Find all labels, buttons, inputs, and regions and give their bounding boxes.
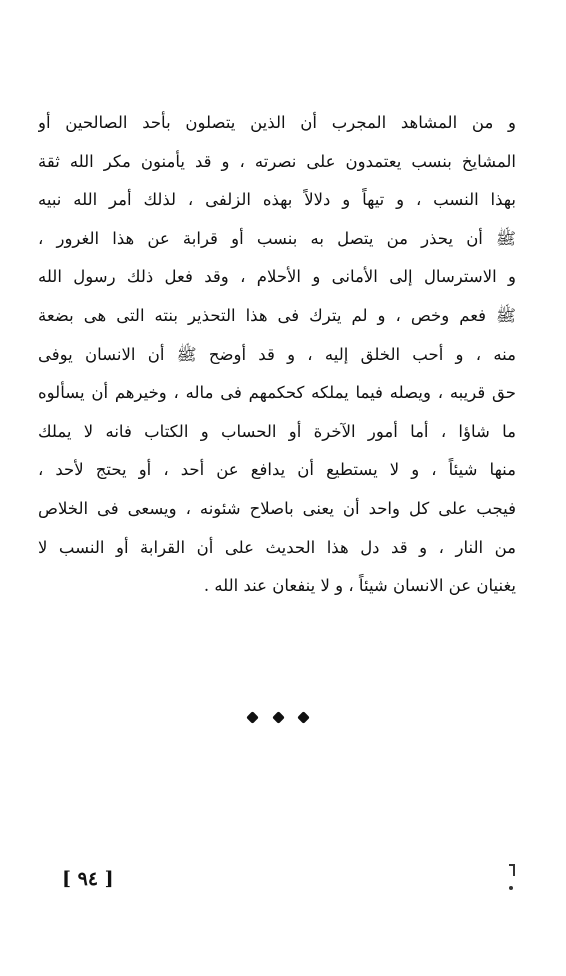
paragraph [38, 104, 516, 606]
text-line: ﷺ فعم وخص ، و لم يترك فى هذا التحذير بنته التى هى بضعة [38, 305, 516, 325]
text-line: ﷺ أن يحذر من يتصل به بنسب أو قرابة عن هذا الغرور ، [38, 228, 516, 248]
text-line: منها شيئاً ، و لا يستطيع أن يدافع عن أحد ، أو يحتج لأحد ، [38, 460, 516, 480]
text-line: من النار ، و قد دل هذا الحديث على أن القرابة أو النسب لا [38, 537, 516, 557]
text-line: يغنيان عن الانسان شيئاً ، و لا ينفعان عند الله . [203, 576, 516, 596]
text-line: ما شاؤا ، أما أمور الآخرة أو الحساب و الكتاب فانه لا يملك [38, 421, 516, 441]
page-number: [ ٩٤ ] [62, 868, 114, 890]
diamond-icon [297, 711, 310, 724]
text-line: بهذا النسب ، و تيهاً و دلالاً بهذه الزلفى ، لذلك أمر الله نبيه [38, 190, 516, 210]
text-line: حق قريبه ، ويصله فيما يملكه كحكمهم فى ماله ، وخيرهم أن يسألوه [38, 383, 516, 403]
three-diamonds-ornament-icon [248, 705, 308, 729]
margin-mark-icon [507, 864, 515, 894]
text-line: المشايخ بنسب يعتمدون على نصرته ، و قد يأمنون مكر الله ثقة [38, 151, 516, 171]
text-line: و الاسترسال إلى الأمانى و الأحلام ، وقد فعل ذلك رسول الله [38, 267, 516, 287]
diamond-icon [272, 711, 285, 724]
text-line: منه ، و أحب الخلق إليه ، و قد أوضح ﷺ أن الانسان يوفى [38, 344, 516, 364]
diamond-icon [246, 711, 259, 724]
text-line: و من المشاهد المجرب أن الذين يتصلون بأحد الصالحين أو [38, 113, 516, 132]
text-line: فيجب على كل واحد أن يعنى باصلاح شئونه ، ويسعى فى الخلاص [38, 498, 516, 518]
